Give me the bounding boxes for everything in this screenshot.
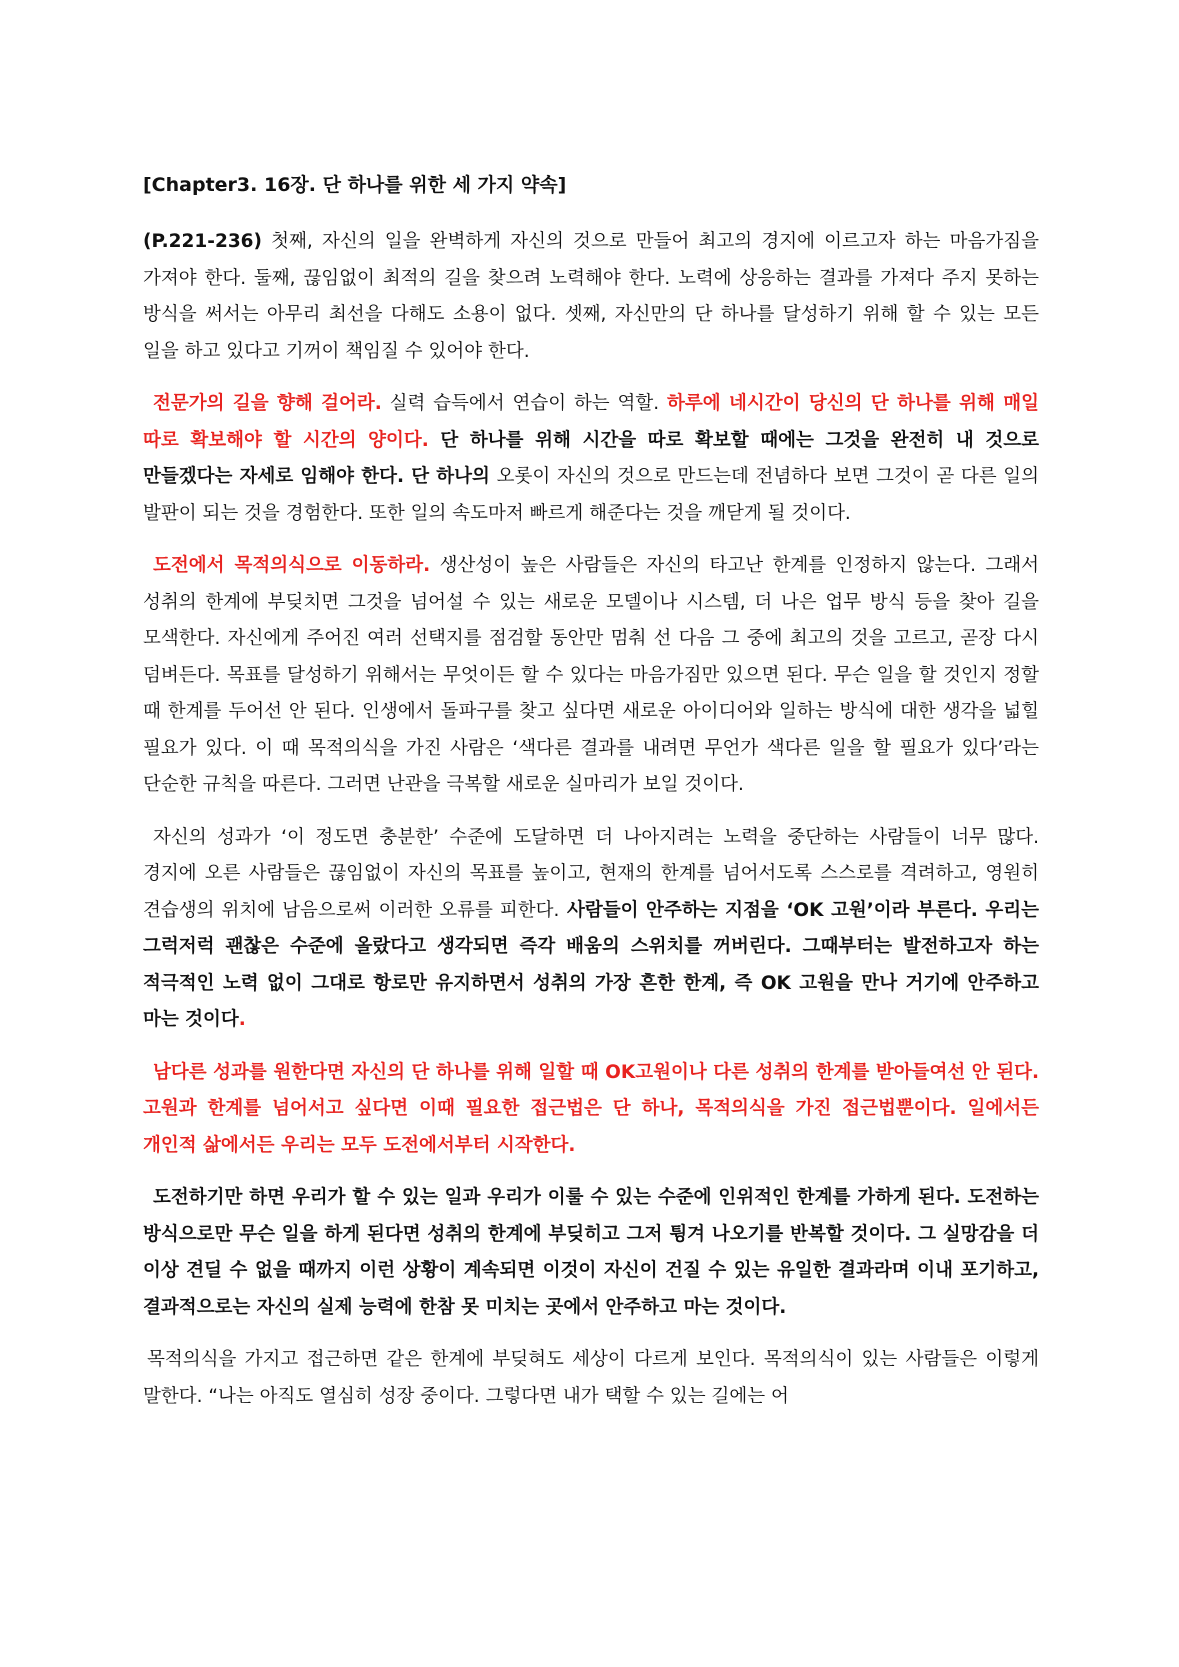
- section-heading-purpose: 도전에서 목적의식으로 이동하라.: [153, 555, 431, 576]
- paragraph-text: 생산성이 높은 사람들은 자신의 타고난 한계를 인정하지 않는다. 그래서 성취의 한계에 부딪치면 그것을 넘어설 수 있는 새로운 모델이나 시스템, 더 나은 업무 방식 등을 찾아 길을 모색한다. 자신에게 주어진 여러 선택지를 점검할 동안만 멈춰 선 다음 그 중에 최고의 것을 고르고, 곧장 다시 덤벼든다. 목표를 달성하기 위해서는 무엇이든 할 수 있다는 마음가짐만 있으면 된다. 무슨 일을 할 것인지 정할 때 한계를 두어선 안 된다. 인생에서 돌파구를 찾고 싶다면 새로운 아이디어와 일하는 방식에 대한 생각을 넓힐 필요가 있다. 이 때 목적의식을 가진 사람은 ‘색다른 결과를 내려면 무언가 색다른 일을 할 필요가 있다’라는 단순한 규칙을 따른다. 그러면 난관을 극복할 새로운 실마리가 보일 것이다.: [143, 555, 1039, 795]
- paragraph-purpose-view: [143, 1342, 1039, 1415]
- red-period: .: [238, 1009, 246, 1030]
- document-page: [143, 170, 1039, 1431]
- paragraph-three-promises: [143, 224, 1039, 370]
- paragraph-expert-path: [143, 386, 1039, 532]
- paragraph-text: 자신의 성과가 ‘이 정도면 충분한’ 수준에 도달하면 더 나아지려는 노력을 중단하는 사람들이 너무 많다. 경지에 오른 사람들은 끊임없이 자신의 목표를 높이고, 현재의 한계를 넘어서도록 스스로를 격려하고, 영원히 견습생의 위치에 남음으로써 이러한 오류를 피한다.: [143, 826, 1039, 921]
- paragraph-challenge-to-purpose: [143, 548, 1039, 804]
- paragraph-text: 목적의식을 가지고 접근하면 같은 한계에 부딪혀도 세상이 다르게 보인다. 목적의식이 있는 사람들은 이렇게 말한다. “나는 아직도 열심히 성장 중이다. 그렇다면 내가 택할 수 있는 길에는 어: [143, 1349, 1039, 1407]
- paragraph-exceptional-results: [143, 1055, 1039, 1165]
- highlight-purpose-approach: 남다른 성과를 원한다면 자신의 단 하나를 위해 일할 때 OK고원이나 다른 성취의 한계를 받아들여선 안 된다. 고원과 한계를 넘어서고 싶다면 이때 필요한 접근법은 단 하나, 목적의식을 가진 접근법뿐이다. 일에서든 개인적 삶에서든 우리는 모두 도전에서부터 시작한다.: [143, 1061, 1039, 1156]
- paragraph-text: 오롯이 자신의 것으로 만드는데 전념하다 보면 그것이 곧 다른 일의 발판이 되는 것을 경험한다. 또한 일의 속도마저 빠르게 해준다는 것을 깨닫게 될 것이다.: [143, 466, 1039, 524]
- chapter-title: [Chapter3. 16장. 단 하나를 위한 세 가지 약속]: [143, 174, 567, 196]
- bold-text: 단 하나를 위해 시간을 따로 확보할 때에는 그것을 완전히 내 것으로 만들겠다는 자세로 임해야 한다. 단 하나의: [143, 429, 1039, 487]
- paragraph-text: 실력 습득에서 연습이 하는 역할.: [381, 393, 667, 414]
- highlight-four-hours: 하루에 네시간이 당신의 단 하나를 위해 매일 따로 확보해야 할 시간의 양이다.: [143, 393, 1039, 451]
- section-heading-expert: 전문가의 길을 향해 걸어라.: [153, 393, 382, 414]
- bold-ok-plateau: 사람들이 안주하는 지점을 ‘OK 고원’이라 부른다. 우리는 그럭저럭 괜찮은 수준에 올랐다고 생각되면 즉각 배움의 스위치를 꺼버린다. 그때부터는 발전하고자 하는 적극적인 노력 없이 그대로 항로만 유지하면서 성취의 가장 흔한 한계, 즉 OK 고원을 만나 거기에 안주하고 마는 것이다: [143, 899, 1040, 1030]
- bold-text: 도전하기만 하면 우리가 할 수 있는 일과 우리가 이룰 수 있는 수준에 인위적인 한계를 가하게 된다. 도전하는 방식으로만 무슨 일을 하게 된다면 성취의 한계에 부딪히고 그저 튕겨 나오기를 반복할 것이다. 그 실망감을 더 이상 견딜 수 없을 때까지 이런 상황이 계속되면 이것이 자신이 건질 수 있는 유일한 결과라며 이내 포기하고, 결과적으로는 자신의 실제 능력에 한참 못 미치는 곳에서 안주하고 마는 것이다.: [143, 1187, 1039, 1318]
- paragraph-ok-plateau: [143, 820, 1039, 1039]
- page-range: (P.221-236): [143, 231, 263, 252]
- paragraph-text: 첫째, 자신의 일을 완벽하게 자신의 것으로 만들어 최고의 경지에 이르고자 하는 마음가짐을 가져야 한다. 둘째, 끊임없이 최적의 길을 찾으려 노력해야 한다. 노력에 상응하는 결과를 가져다 주지 못하는 방식을 써서는 아무리 최선을 다해도 소용이 없다. 셋째, 자신만의 단 하나를 달성하기 위해 할 수 있는 모든 일을 하고 있다고 기꺼이 책임질 수 있어야 한다.: [143, 231, 1039, 362]
- paragraph-challenge-limits: [143, 1180, 1039, 1326]
